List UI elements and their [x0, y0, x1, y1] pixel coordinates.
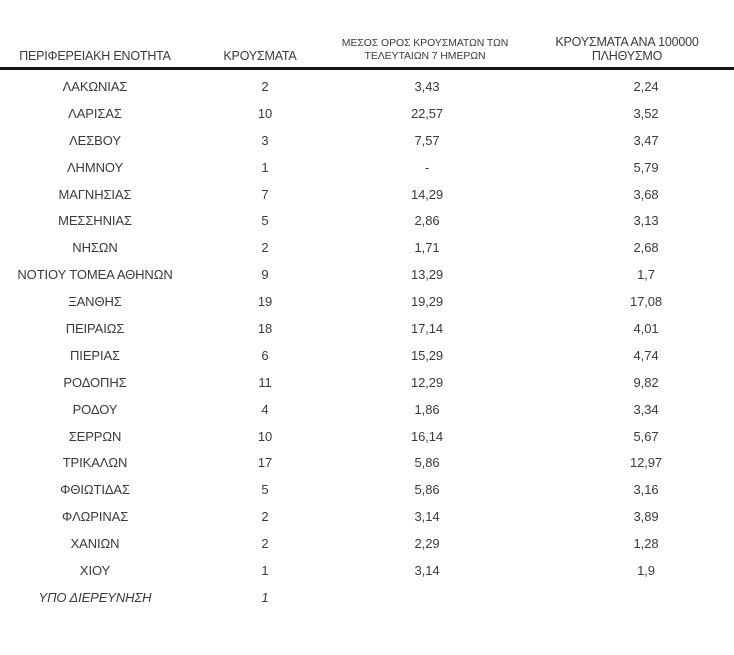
cell-cases: 1: [261, 159, 269, 175]
cell-cases: 5: [261, 213, 269, 229]
cell-avg-7-days: 2,29: [414, 536, 440, 552]
table-row: [0, 449, 734, 476]
cell-regional-unit: ΤΡΙΚΑΛΩΝ: [62, 455, 128, 471]
table-row: [0, 423, 734, 450]
cell-cases-per-100k: 17,08: [629, 294, 663, 310]
column-header-cases-per-100k: ΚΡΟΥΣΜΑΤΑ ΑΝΑ 100000 ΠΛΗΘΥΣΜΟ: [555, 35, 699, 63]
cell-avg-7-days: 13,29: [410, 267, 444, 283]
table-row: [0, 207, 734, 234]
table-row: [0, 181, 734, 208]
cell-cases-per-100k: 2,24: [633, 78, 659, 94]
cell-cases: 4: [261, 401, 269, 417]
cell-regional-unit: ΛΑΚΩΝΙΑΣ: [62, 78, 128, 94]
table-row: [0, 503, 734, 530]
cell-cases: 3: [261, 132, 269, 148]
cell-avg-7-days: 1,71: [414, 240, 440, 256]
cell-cases: 2: [261, 240, 269, 256]
cell-regional-unit: ΡΟΔΟΠΗΣ: [63, 374, 127, 390]
column-header-avg-7-days-line1: ΜΕΣΟΣ ΟΡΟΣ ΚΡΟΥΣΜΑΤΩΝ ΤΩΝ: [341, 37, 509, 49]
cell-cases-per-100k: 1,28: [633, 536, 659, 552]
cell-avg-7-days: 5,86: [414, 455, 440, 471]
cell-avg-7-days: -: [424, 159, 430, 175]
cell-cases-per-100k: 5,79: [633, 159, 659, 175]
column-header-cases: ΚΡΟΥΣΜΑΤΑ: [223, 49, 297, 63]
table-row: [0, 530, 734, 557]
cell-regional-unit: ΝΟΤΙΟΥ ΤΟΜΕΑ ΑΘΗΝΩΝ: [17, 267, 173, 283]
cell-regional-unit: ΛΕΣΒΟΥ: [69, 132, 121, 148]
cell-avg-7-days: 2,86: [414, 213, 440, 229]
table-header-row: [0, 30, 734, 67]
cell-cases-per-100k: 1,9: [637, 562, 655, 578]
cell-regional-unit: ΛΑΡΙΣΑΣ: [68, 105, 122, 121]
cell-cases: 19: [257, 294, 273, 310]
cell-avg-7-days: 19,29: [410, 294, 444, 310]
cell-avg-7-days: 15,29: [410, 347, 444, 363]
cell-regional-unit: ΞΑΝΘΗΣ: [68, 294, 122, 310]
cell-cases: 1: [261, 589, 269, 605]
cell-cases: 5: [261, 482, 269, 498]
table-body: [0, 70, 734, 611]
cell-cases: 10: [257, 428, 273, 444]
cell-cases: 17: [257, 455, 273, 471]
cell-avg-7-days: 16,14: [410, 428, 444, 444]
cell-regional-unit: ΡΟΔΟΥ: [72, 401, 118, 417]
cell-avg-7-days: 3,43: [414, 78, 440, 94]
cell-cases: 6: [261, 347, 269, 363]
cell-cases-per-100k: 12,97: [629, 455, 663, 471]
cell-cases-per-100k: 3,47: [633, 132, 659, 148]
column-header-regional-unit: ΠΕΡΙΦΕΡΕΙΑΚΗ ΕΝΟΤΗΤΑ: [19, 49, 171, 63]
cell-avg-7-days: 5,86: [414, 482, 440, 498]
cell-avg-7-days: 14,29: [410, 186, 444, 202]
cell-regional-unit: ΜΕΣΣΗΝΙΑΣ: [58, 213, 132, 229]
cell-avg-7-days: 7,57: [414, 132, 440, 148]
cell-cases: 11: [258, 374, 272, 390]
table-row: [0, 154, 734, 181]
table-row: [0, 315, 734, 342]
cell-regional-unit: ΦΛΩΡΙΝΑΣ: [61, 509, 129, 525]
cell-cases: 1: [261, 562, 269, 578]
cell-regional-unit: ΦΘΙΩΤΙΔΑΣ: [60, 482, 130, 498]
cell-cases-per-100k: 2,68: [633, 240, 659, 256]
table-row: [0, 369, 734, 396]
cell-regional-unit: ΜΑΓΝΗΣΙΑΣ: [58, 186, 132, 202]
cell-avg-7-days: 22,57: [410, 105, 444, 121]
cell-regional-unit: ΛΗΜΝΟΥ: [66, 159, 124, 175]
cell-regional-unit: ΠΕΙΡΑΙΩΣ: [65, 320, 125, 336]
cell-regional-unit: ΧΑΝΙΩΝ: [70, 536, 120, 552]
table-row: [0, 100, 734, 127]
cell-cases: 9: [261, 267, 269, 283]
table-row: [0, 73, 734, 100]
table-row: [0, 288, 734, 315]
cell-avg-7-days: 1,86: [414, 401, 440, 417]
cell-cases-per-100k: 3,52: [633, 105, 659, 121]
cell-cases-per-100k: 3,13: [633, 213, 659, 229]
cell-cases-per-100k: 4,74: [633, 347, 659, 363]
cell-cases: 2: [261, 509, 269, 525]
cell-avg-7-days: 3,14: [414, 509, 440, 525]
column-header-avg-7-days-line2: ΤΕΛΕΥΤΑΙΩΝ 7 ΗΜΕΡΩΝ: [364, 50, 486, 62]
cell-cases-per-100k: 3,34: [633, 401, 659, 417]
cell-cases: 2: [261, 78, 269, 94]
table-row: [0, 557, 734, 584]
cell-cases: 10: [257, 105, 273, 121]
cell-cases: 2: [261, 536, 269, 552]
cell-cases-per-100k: 1,7: [637, 267, 655, 283]
table-row: [0, 584, 734, 611]
column-header-avg-7-days: [330, 37, 520, 63]
cell-cases-per-100k: 9,82: [633, 374, 659, 390]
table-row: [0, 127, 734, 154]
table-row: [0, 396, 734, 423]
table-row: [0, 342, 734, 369]
cell-regional-unit: ΠΙΕΡΙΑΣ: [70, 347, 120, 363]
table-row: [0, 261, 734, 288]
cell-regional-unit: ΣΕΡΡΩΝ: [68, 428, 122, 444]
cell-regional-unit: ΧΙΟΥ: [79, 562, 111, 578]
cell-cases-per-100k: 4,01: [633, 320, 659, 336]
cell-regional-unit: ΥΠΟ ΔΙΕΡΕΥΝΗΣΗ: [38, 589, 152, 605]
cell-cases-per-100k: 5,67: [633, 428, 659, 444]
cell-cases: 18: [257, 320, 273, 336]
cell-cases-per-100k: 3,68: [633, 186, 659, 202]
cell-avg-7-days: 3,14: [414, 562, 440, 578]
cell-avg-7-days: 17,14: [410, 320, 444, 336]
table-row: [0, 234, 734, 261]
cell-cases: 7: [261, 186, 269, 202]
cell-cases-per-100k: 3,16: [633, 482, 659, 498]
cell-regional-unit: ΝΗΣΩΝ: [72, 240, 118, 256]
cell-avg-7-days: 12,29: [410, 374, 444, 390]
cell-cases-per-100k: 3,89: [633, 509, 659, 525]
table-row: [0, 476, 734, 503]
